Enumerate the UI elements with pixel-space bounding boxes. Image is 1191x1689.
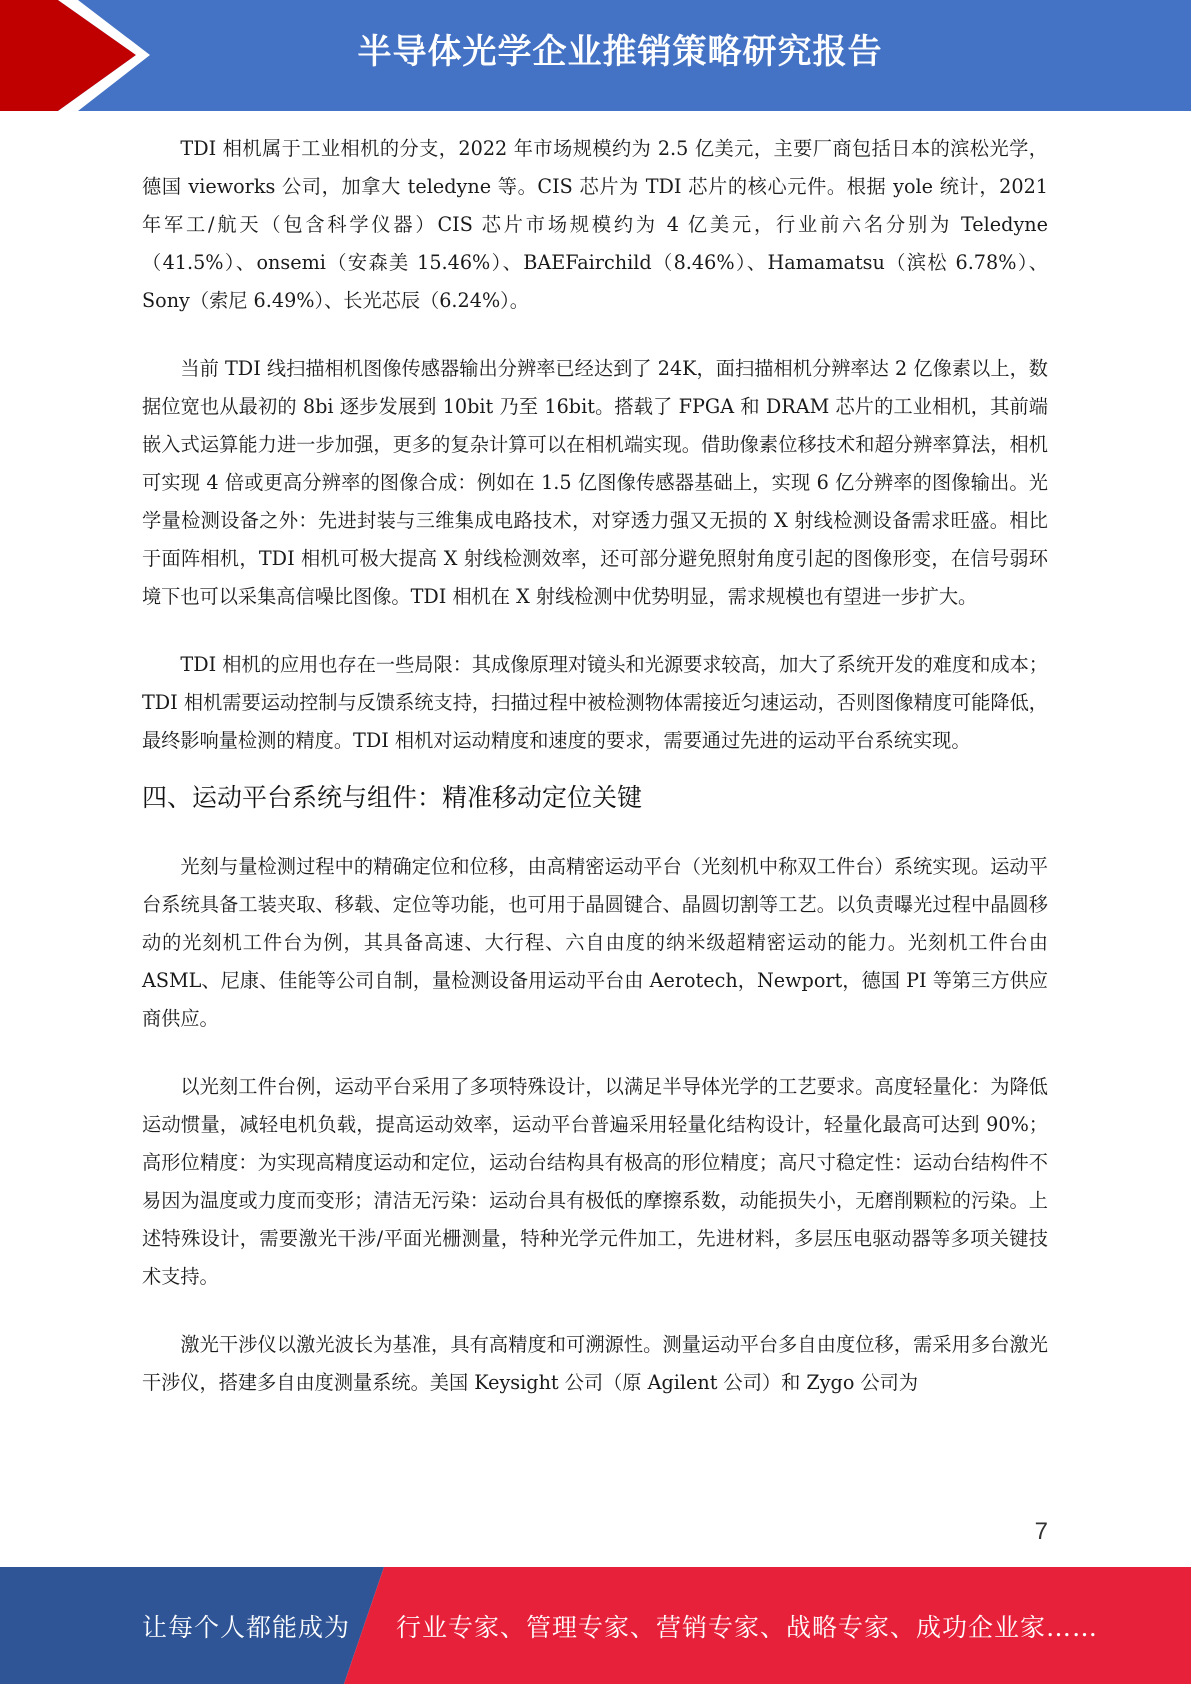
header-chevron-decoration <box>0 0 150 111</box>
report-title: 半导体光学企业推销策略研究报告 <box>357 32 883 72</box>
section-heading: 四、运动平台系统与组件：精准移动定位关键 <box>142 783 643 812</box>
report-footer <box>0 1567 1191 1684</box>
report-header <box>0 0 1191 111</box>
paragraph-laser-interferometer: 激光干涉仪以激光波长为基准，具有高精度和可溯源性。测量运动平台多自由度位移，需采用多台激光干涉仪，搭建多自由度测量系统。美国 Keysight 公司（原 Agilent 公司）和 Zygo 公司为 <box>142 1333 1048 1394</box>
page-content <box>142 130 1048 1402</box>
paragraph-lithography-stage: 以光刻工件台例，运动平台采用了多项特殊设计，以满足半导体光学的工艺要求。高度轻量化：为降低运动惯量，减轻电机负载，提高运动效率，运动平台普遍采用轻量化结构设计，轻量化最高可达到 90%；高形位精度：为实现高精度运动和定位，运动台结构具有极高的形位精度；高尺寸稳定性：运动台结构件不易因为温度或力度而变形；清洁无污染：运动台具有极低的摩擦系数，动能损失小，无磨削颗粒的污染。上述特殊设计，需要激光干涉/平面光栅测量，特种光学元件加工，先进材料，多层压电驱动器等多项关键技术支持。 <box>142 1075 1048 1288</box>
footer-slogan-right: 行业专家、管理专家、营销专家、战略专家、成功企业家…… <box>396 1613 1099 1642</box>
paragraph-motion-platform: 光刻与量检测过程中的精确定位和位移，由高精密运动平台（光刻机中称双工件台）系统实现。运动平台系统具备工装夹取、移载、定位等功能，也可用于晶圆键合、晶圆切割等工艺。以负责曝光过程中晶圆移动的光刻机工件台为例，其具备高速、大行程、六自由度的纳米级超精密运动的能力。光刻机工件台由 ASML、尼康、佳能等公司自制，量检测设备用运动平台由 Aerotech，Newport，德国 PI 等第三方供应商供应。 <box>142 855 1048 1030</box>
paragraph-tdi-limitations: TDI 相机的应用也存在一些局限：其成像原理对镜头和光源要求较高，加大了系统开发的难度和成本；TDI 相机需要运动控制与反馈系统支持，扫描过程中被检测物体需接近匀速运动，否则图像精度可能降低，最终影响量检测的精度。TDI 相机对运动精度和速度的要求，需要通过先进的运动平台系统实现。 <box>142 653 1048 752</box>
paragraph-tdi-market: TDI 相机属于工业相机的分支，2022 年市场规模约为 2.5 亿美元，主要厂商包括日本的滨松光学，德国 vieworks 公司，加拿大 teledyne 等。CIS 芯片为 TDI 芯片的核心元件。根据 yole 统计，2021 年军工/航天（包含科学仪器）CIS 芯片市场规模约为 4 亿美元，行业前六名分别为 Teledyne（41.5%）、onsemi（安森美 15.46%）、BAEFairchild（8.46%）、Hamamatsu（滨松 6.78%）、Sony（索尼 6.49%）、长光芯辰（6.24%）。 <box>142 137 1048 312</box>
footer-slogan-left: 让每个人都能成为 <box>142 1613 351 1642</box>
page-number: 7 <box>1034 1518 1048 1545</box>
paragraph-tdi-resolution: 当前 TDI 线扫描相机图像传感器输出分辨率已经达到了 24K，面扫描相机分辨率达 2 亿像素以上，数据位宽也从最初的 8bi 逐步发展到 10bit 乃至 16bit。搭载了 FPGA 和 DRAM 芯片的工业相机，其前端嵌入式运算能力进一步加强，更多的复杂计算可以在相机端实现。借助像素位移技术和超分辨率算法，相机可实现 4 倍或更高分辨率的图像合成：例如在 1.5 亿图像传感器基础上，实现 6 亿分辨率的图像输出。光学量检测设备之外：先进封装与三维集成电路技术，对穿透力强又无损的 X 射线检测设备需求旺盛。相比于面阵相机，TDI 相机可极大提高 X 射线检测效率，还可部分避免照射角度引起的图像形变，在信号弱环境下也可以采集高信噪比图像。TDI 相机在 X 射线检测中优势明显，需求规模也有望进一步扩大。 <box>142 357 1048 608</box>
